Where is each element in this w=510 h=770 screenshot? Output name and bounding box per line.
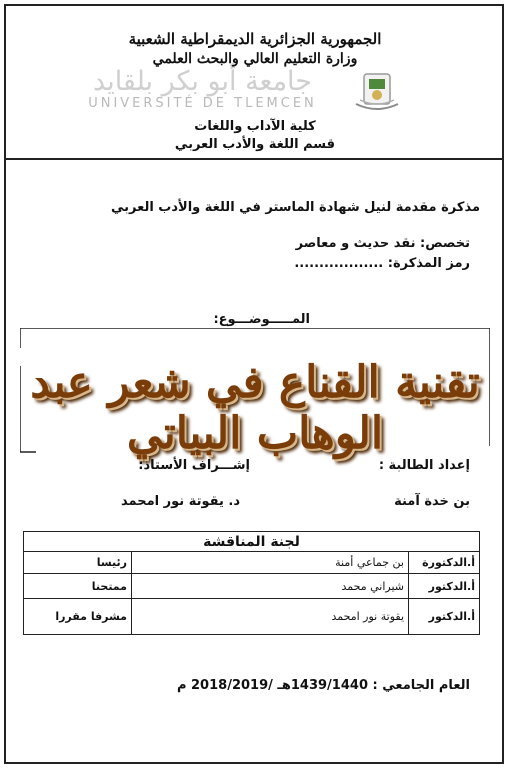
member-role: رئيسا [24, 552, 132, 574]
supervision-label: إشـــراف الأستاذ: [138, 458, 250, 473]
university-name-arabic: جامعة أبو بكر بلقايد [93, 66, 312, 97]
degree-statement: مذكرة مقدمة لنيل شهادة الماستر في اللغة والأدب العربي [110, 200, 480, 215]
university-logo [350, 70, 404, 114]
header-divider [4, 158, 504, 160]
member-role: مشرفا مقررا [24, 599, 132, 635]
committee-row [24, 599, 480, 635]
faculty-name: كلية الآداب واللغات [194, 119, 316, 134]
member-name: يقوتة نور امحمد [132, 599, 409, 635]
supervisor-name: د. يقوتة نور امحمد [121, 494, 240, 509]
committee-heading: لجنة المناقشة [24, 532, 480, 552]
memo-code: رمز المذكرة: .................. [294, 256, 470, 271]
member-name: بن جماعي أمنة [132, 552, 409, 574]
university-name-french: UNIVERSITÉ DE TLEMCEN [88, 96, 317, 111]
committee-row [24, 574, 480, 599]
student-name: بن خدة آمنة [394, 494, 470, 509]
member-name: شيراني محمد [132, 574, 409, 599]
member-role: ممتحنا [24, 574, 132, 599]
subject-label: المـــــوضـــوع: [213, 312, 310, 327]
specialty: تخصص: نقد حديث و معاصر [295, 236, 470, 251]
republic-heading: الجمهورية الجزائرية الديمقراطية الشعبية [128, 30, 382, 48]
committee-table [23, 531, 480, 635]
committee-heading-row [24, 532, 480, 552]
member-title: أ.الدكتور [409, 599, 480, 635]
committee-row [24, 552, 480, 574]
ministry-heading: وزارة التعليم العالي والبحث العلمي [152, 51, 358, 67]
academic-year: العام الجامعي : 1439/1440هـ /2018/2019 م [176, 678, 470, 693]
member-title: أ.الدكتور [409, 574, 480, 599]
prepared-by-label: إعداد الطالبة : [378, 458, 470, 473]
thesis-title: تقنية القناع في شعر عبد الوهاب البياتي [30, 357, 480, 459]
member-title: أ.الدكتورة [409, 552, 480, 574]
department-name: قسم اللغة والأدب العربي [174, 137, 336, 152]
